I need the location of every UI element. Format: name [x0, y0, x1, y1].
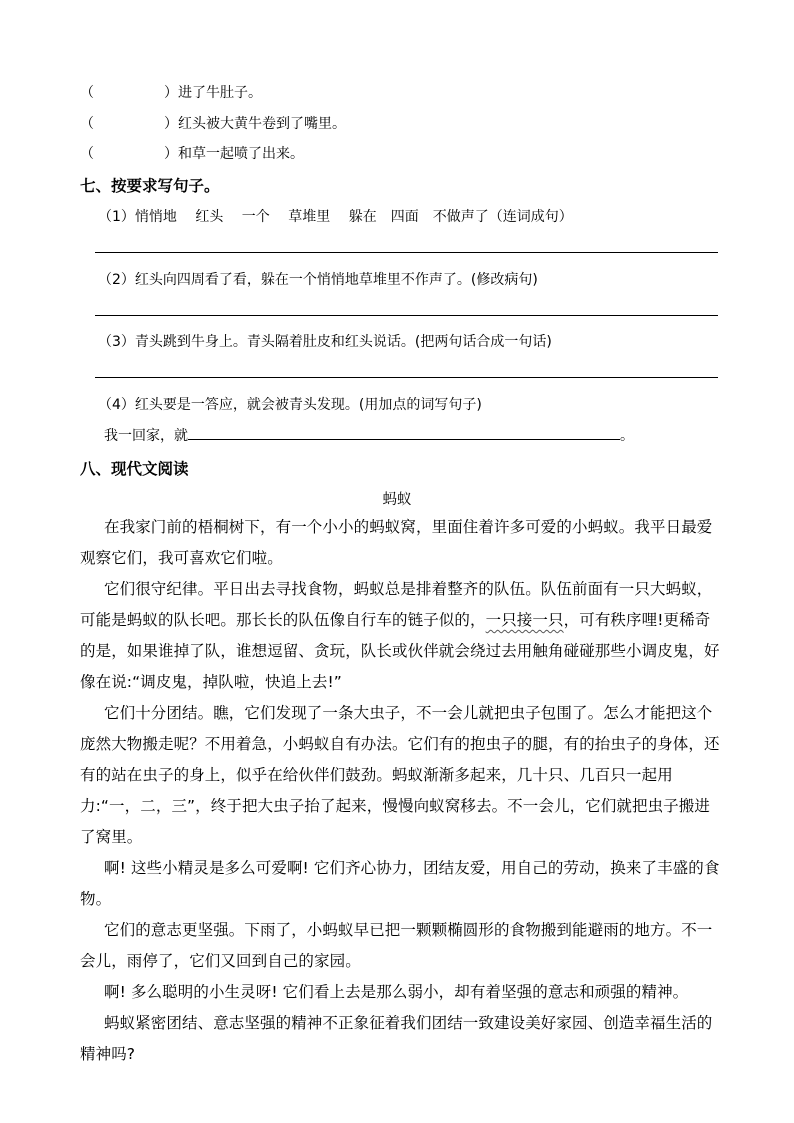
- fill-item-text: 红头被大黄牛卷到了嘴里。: [178, 116, 346, 132]
- question-2: （2）红头向四周看了看，躲在一个悄悄地草堆里不作声了。(修改病句): [98, 272, 538, 288]
- question-4-answer-row: [104, 425, 634, 445]
- close-paren: ）: [164, 146, 178, 162]
- fill-item-3: [80, 143, 304, 163]
- close-paren: ）: [164, 85, 178, 101]
- fill-item-text: 和草一起喷了出来。: [178, 146, 304, 162]
- fill-item-2: [80, 113, 346, 133]
- paragraph-4: 啊! 这些小精灵是多么可爱啊! 它们齐心协力，团结友爱，用自己的劳动，换来了丰盛的食物。: [80, 859, 720, 908]
- section-7-title: 七、按要求写句子。: [80, 177, 220, 195]
- paragraph-3: 它们十分团结。瞧，它们发现了一条大虫子，不一会儿就把虫子包围了。怎么才能把这个庞然大物搬走呢？不用着急，小蚂蚁自有办法。它们有的抱虫子的腿，有的抬虫子的身体，还有的站在虫子的身上，似乎在给伙伴们鼓劲。蚂蚁渐渐多起来，几十只、几百只一起用力:“一，二，三”，终于把大虫子抬了起来，慢慢向蚁窝移去。不一会儿，它们就把虫子搬进了窝里。: [80, 704, 720, 846]
- fill-item-1: [80, 82, 262, 102]
- close-paren: ）: [164, 116, 178, 132]
- question-3: （3）青头跳到牛身上。青头隔着肚皮和红头说话。(把两句话合成一句话): [98, 334, 552, 350]
- passage-title: 蚂蚁: [382, 492, 412, 508]
- open-paren: （: [80, 146, 94, 162]
- open-paren: （: [80, 116, 94, 132]
- answer-line-3[interactable]: [95, 377, 718, 378]
- paragraph-2-text-b: ，可有秩序哩!更稀奇的是，如果谁掉了队，谁想逗留、贪玩，队长或伙伴就会绕过去用触角碰碰那些小调皮鬼，好像在说:“调皮鬼，掉队啦，快追上去!”: [80, 611, 720, 691]
- answer-suffix: 。: [620, 428, 634, 444]
- paragraph-2: [80, 574, 720, 698]
- answer-blank-4[interactable]: [188, 425, 620, 440]
- answer-prefix: 我一回家，就: [104, 428, 188, 444]
- section-8-title: 八、现代文阅读: [80, 460, 189, 478]
- paragraph-2-text-a: 它们很守纪律。平日出去寻找食物，蚂蚁总是排着整齐的队伍。队伍前面有一只大蚂蚁，可能是蚂蚁的队长吧。那长长的队伍像自行车的链子似的，: [80, 580, 713, 629]
- paragraph-7: 蚂蚁紧密团结、意志坚强的精神不正象征着我们团结一致建设美好家园、创造幸福生活的精神吗?: [80, 1014, 713, 1063]
- answer-line-1[interactable]: [95, 252, 718, 253]
- marked-phrase: 一只接一只: [485, 611, 564, 629]
- question-4: （4）红头要是一答应，就会被青头发现。(用加点的词写句子): [98, 397, 482, 413]
- paragraph-5: 它们的意志更坚强。下雨了，小蚂蚁早已把一颗颗椭圆形的食物搬到能避雨的地方。不一会儿，雨停了，它们又回到自己的家园。: [80, 921, 713, 970]
- open-paren: （: [80, 85, 94, 101]
- question-1: （1）悄悄地 红头 一个 草堆里 躲在 四面 不做声了（连词成句）: [98, 209, 573, 225]
- fill-item-text: 进了牛肚子。: [178, 85, 262, 101]
- passage-body: [80, 512, 720, 1070]
- paragraph-6: 啊! 多么聪明的小生灵呀! 它们看上去是那么弱小，却有着坚强的意志和顽强的精神。: [104, 983, 689, 1001]
- answer-line-2[interactable]: [95, 315, 718, 316]
- paragraph-1: 在我家门前的梧桐树下，有一个小小的蚂蚁窝，里面住着许多可爱的小蚂蚁。我平日最爱观察它们，我可喜欢它们啦。: [80, 518, 713, 567]
